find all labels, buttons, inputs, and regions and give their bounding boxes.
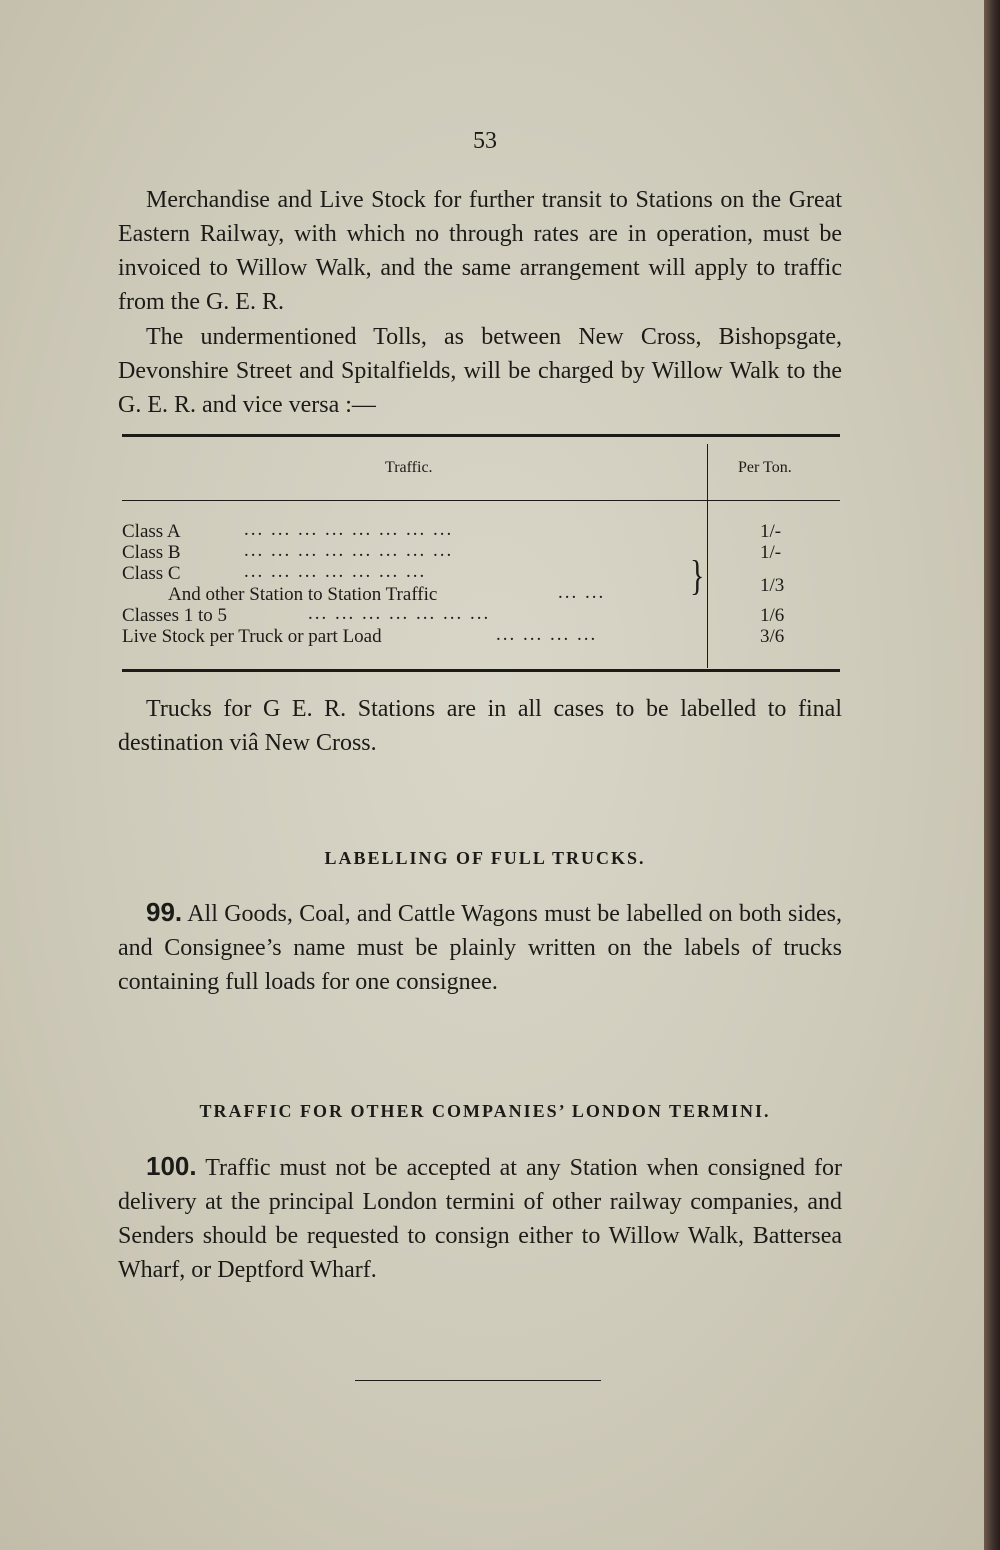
row-label: And other Station to Station Traffic (168, 584, 438, 605)
table-row (122, 542, 707, 563)
row-label: Class B (122, 542, 181, 563)
row-label: Class C (122, 563, 181, 584)
row-label: Classes 1 to 5 (122, 605, 228, 626)
section-100-paragraph (118, 1149, 842, 1287)
row-label: Class A (122, 521, 181, 542)
section-100-text: Traffic must not be accepted at any Station when consigned for delivery at the principal London termini of other railway companies, and Senders should be requested to consign either to Willow Walk, Battersea Wharf, or Deptford Wharf. (118, 1155, 842, 1283)
table-row (122, 584, 707, 605)
leader-dots: ... ... ... ... ... ... ... (244, 561, 427, 582)
table-header-traffic: Traffic. (385, 459, 433, 476)
book-spine (984, 0, 1000, 1550)
section-number: 99. (146, 897, 183, 927)
trucks-paragraph: Trucks for G E. R. Stations are in all cases to be labelled to final destination viâ New Cross. (118, 696, 842, 756)
leader-dots: ... ... ... ... ... ... ... ... (244, 519, 454, 540)
row-rate: 1/6 (760, 605, 785, 626)
row-rate: 1/- (760, 542, 782, 563)
table-bottom-rule (122, 669, 840, 672)
table-row (122, 626, 707, 647)
table-row (122, 563, 707, 584)
table-header-rule (122, 500, 840, 501)
brace: } (690, 553, 705, 600)
row-label: Live Stock per Truck or part Load (122, 626, 382, 647)
section-99-text: All Goods, Coal, and Cattle Wagons must be labelled on both sides, and Consignee’s name must be plainly written on the labels of trucks containing full loads for one consignee. (118, 901, 842, 995)
leader-dots: ... ... ... ... (496, 624, 598, 645)
table-row (122, 521, 707, 542)
table-top-rule (122, 434, 840, 437)
table-header-per-ton: Per Ton. (738, 459, 792, 476)
row-rate: 1/3 (760, 575, 785, 596)
leader-dots: ... ... (558, 582, 606, 603)
table-column-divider (707, 444, 708, 668)
leader-dots: ... ... ... ... ... ... ... (308, 603, 491, 624)
row-rate: 1/- (760, 521, 782, 542)
page-number: 53 (473, 128, 497, 154)
section-number: 100. (146, 1151, 197, 1181)
section-heading-labelling: LABELLING OF FULL TRUCKS. (324, 848, 646, 868)
table-row (122, 605, 707, 626)
leader-dots: ... ... ... ... ... ... ... ... (244, 540, 454, 561)
section-99-paragraph (118, 895, 842, 999)
tolls-paragraph: The undermentioned Tolls, as between New Cross, Bishopsgate, Devonshire Street and Spitalfields, will be charged by Willow Walk to the G. E. R. and vice versa :— (118, 324, 842, 418)
row-rate: 3/6 (760, 626, 785, 647)
closing-rule (355, 1380, 601, 1381)
section-heading-termini: TRAFFIC FOR OTHER COMPANIES’ LONDON TERMINI. (199, 1101, 771, 1121)
intro-paragraph: Merchandise and Live Stock for further transit to Stations on the Great Eastern Railway, with which no through rates are in operation, must be invoiced to Willow Walk, and the same arrangement will apply to traffic from the G. E. R. (118, 187, 842, 315)
